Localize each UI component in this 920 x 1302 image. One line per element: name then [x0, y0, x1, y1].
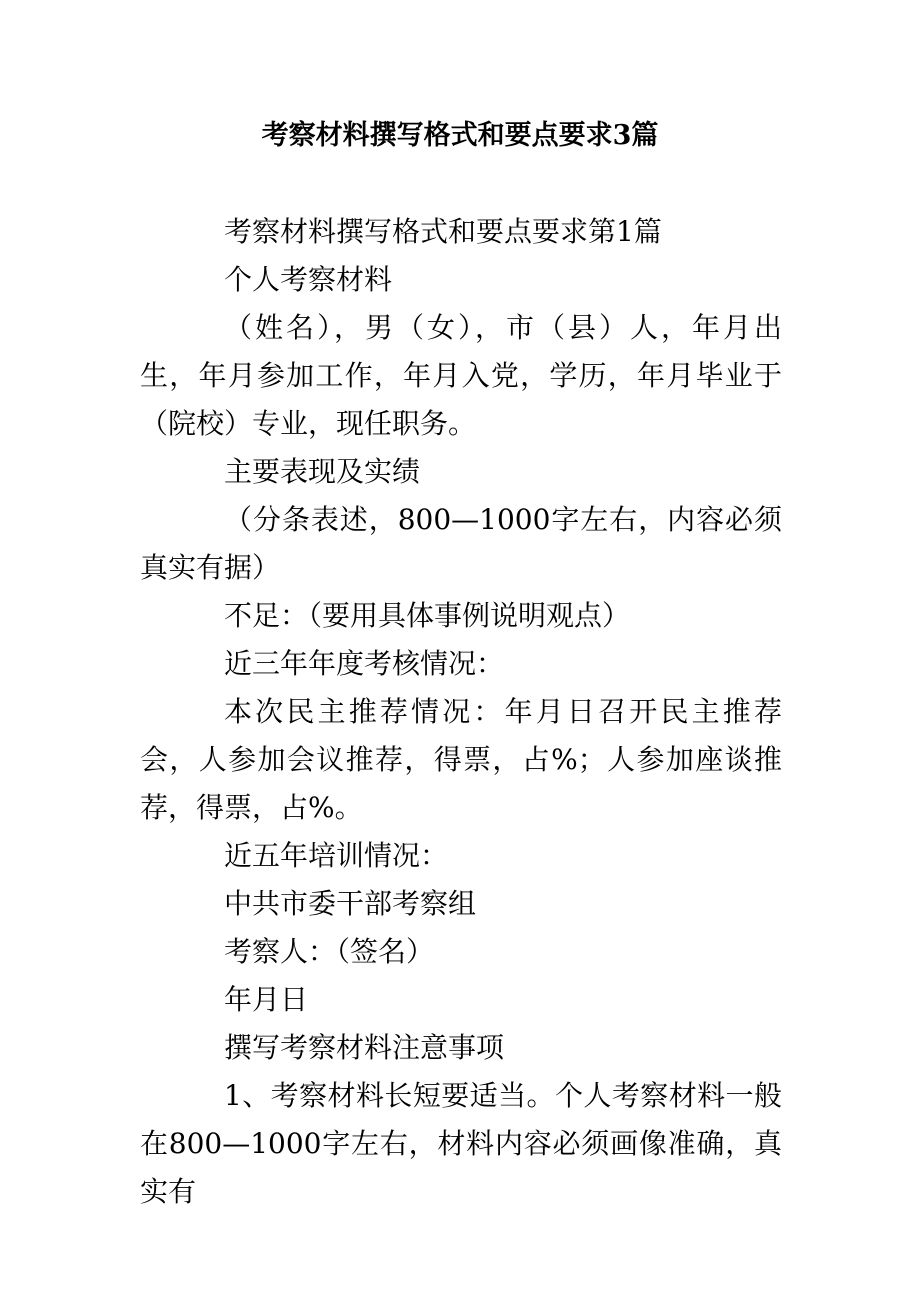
notes-heading: 撰写考察材料注意事项: [224, 1031, 505, 1064]
shortcomings-line: 不足：（要用具体事例说明观点）: [224, 599, 631, 632]
annual-assessment-line: 近三年年度考核情况：: [224, 647, 505, 680]
performance-note: （分条表述，800—1000字左右，内容必须真实有据）: [140, 503, 782, 584]
inspector-signature-line: 考察人：（签名）: [224, 935, 435, 968]
document-title: 考察材料撰写格式和要点要求3篇: [261, 120, 659, 151]
recommendation-paragraph: 本次民主推荐情况：年月日召开民主推荐会，人参加会议推荐，得票，占%；人参加座谈推荐，得票，占%。: [140, 695, 782, 824]
date-line: 年月日: [224, 983, 309, 1016]
performance-heading: 主要表现及实绩: [224, 455, 421, 488]
document-body: [140, 208, 782, 1216]
training-line: 近五年培训情况：: [224, 839, 449, 872]
inspection-group-line: 中共市委干部考察组: [224, 887, 477, 920]
personal-info-paragraph: （姓名），男（女），市（县）人，年月出生，年月参加工作，年月入党，学历，年月毕业于（院校）专业，现任职务。: [140, 311, 782, 440]
material-heading: 个人考察材料: [224, 263, 393, 296]
section-heading: 考察材料撰写格式和要点要求第1篇: [224, 215, 662, 248]
notes-item-1: 1、考察材料长短要适当。个人考察材料一般在800—1000字左右，材料内容必须画像准确，真实有: [140, 1079, 782, 1208]
